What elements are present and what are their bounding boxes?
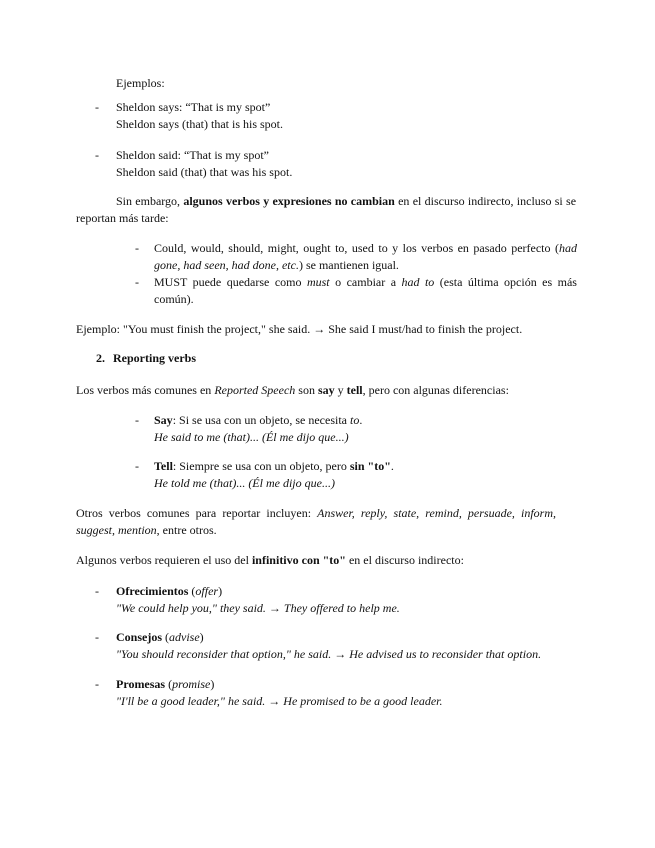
list-dash: - (95, 630, 99, 644)
example-advise: "You should reconsider that option," he said. → He advised us to reconsider that option. (116, 647, 542, 661)
example-must: Ejemplo: "You must finish the project," she said. → She said I must/had to finish the project. (76, 322, 523, 336)
tell-example: He told me (that)... (Él me dijo que...) (154, 476, 335, 490)
examples-label: Ejemplos: (116, 76, 165, 90)
say-item: Say: Si se usa con un objeto, se necesita to. (154, 413, 363, 427)
list-dash: - (135, 275, 139, 289)
example-line: Sheldon said (that) that was his spot. (116, 165, 293, 179)
section-heading: 2. Reporting verbs (96, 351, 196, 365)
list-item: MUST puede quedarse como must o cambiar a had to (esta última opción es más común). (154, 275, 577, 306)
example-line: Sheldon says (that) that is his spot. (116, 117, 283, 131)
list-dash: - (135, 241, 139, 255)
paragraph-other-verbs: Otros verbos comunes para reportar incluyen: Answer, reply, state, remind, persuade, inform, suggest, mention, entre otros. (76, 506, 556, 537)
list-item: Could, would, should, might, ought to, used to y los verbos en pasado perfecto (had gone, had seen, had done, etc.) se mantienen igual. (154, 241, 577, 272)
example-offer: "We could help you," they said. → They offered to help me. (116, 601, 400, 615)
list-dash: - (95, 584, 99, 598)
list-dash: - (95, 100, 99, 114)
say-example: He said to me (that)... (Él me dijo que...) (154, 430, 349, 444)
paragraph-infinitive: Algunos verbos requieren el uso del infinitivo con "to" en el discurso indirecto: (76, 553, 464, 567)
list-dash: - (135, 413, 139, 427)
list-dash: - (135, 459, 139, 473)
list-item-promise: Promesas (promise) (116, 677, 215, 691)
paragraph-common-verbs: Los verbos más comunes en Reported Speech son say y tell, pero con algunas diferencias: (76, 383, 509, 397)
list-item-advise: Consejos (advise) (116, 630, 204, 644)
example-line: Sheldon said: “That is my spot” (116, 148, 269, 162)
example-line: Sheldon says: “That is my spot” (116, 100, 271, 114)
paragraph-sin-embargo: Sin embargo, algunos verbos y expresiones no cambian en el discurso indirecto, incluso si se reportan más tarde: (76, 194, 577, 225)
example-promise: "I'll be a good leader," he said. → He promised to be a good leader. (116, 694, 443, 708)
tell-item: Tell: Siempre se usa con un objeto, pero sin "to". (154, 459, 394, 473)
list-item-offer: Ofrecimientos (offer) (116, 584, 223, 598)
list-dash: - (95, 148, 99, 162)
list-dash: - (95, 677, 99, 691)
